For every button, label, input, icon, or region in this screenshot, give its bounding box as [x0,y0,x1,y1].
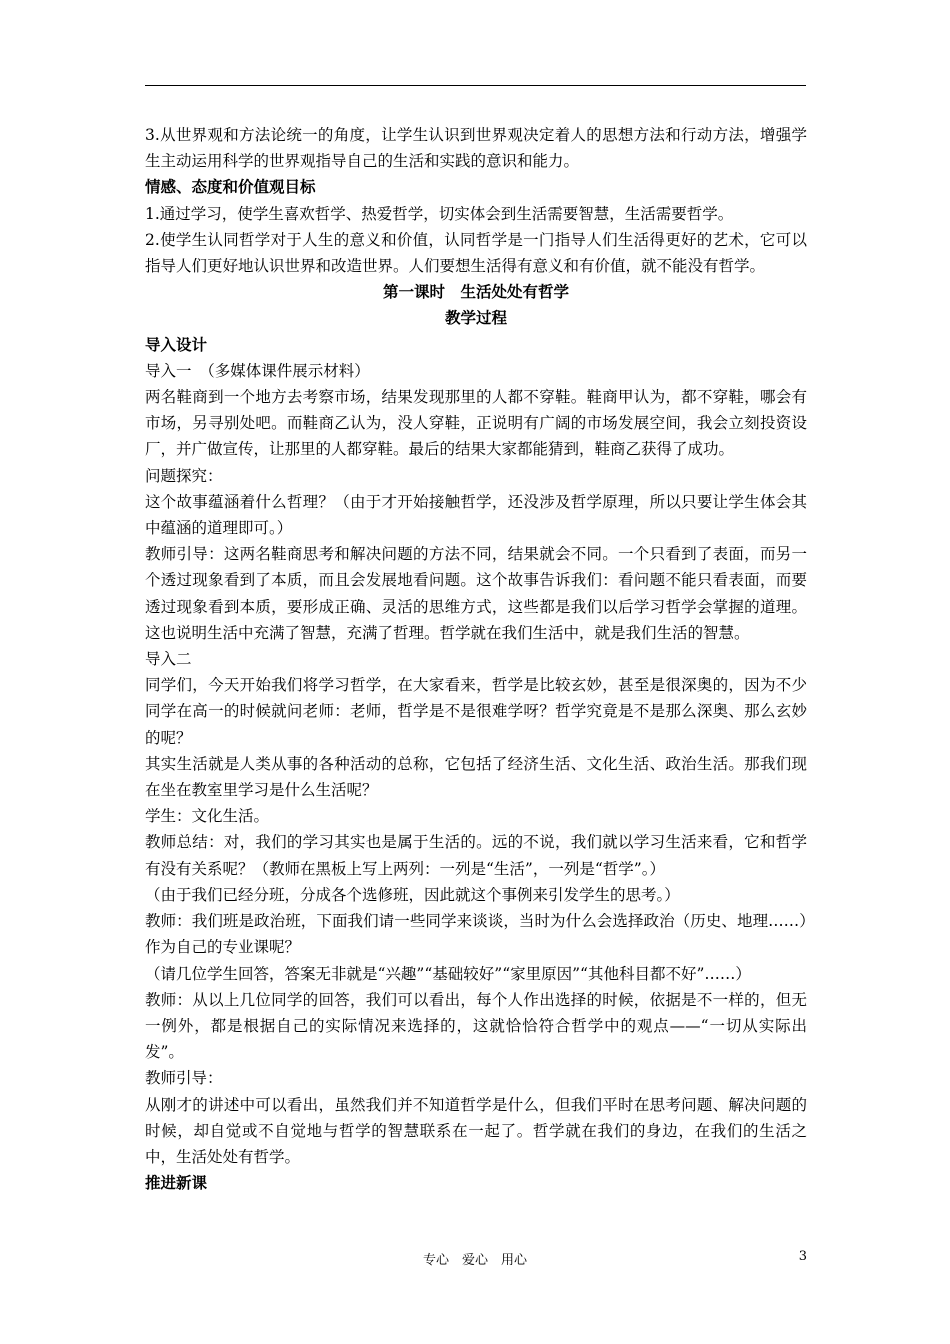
paragraph: （请几位学生回答，答案无非就是“兴趣”“基础较好”“家里原因”“其他科目都不好”……） [145,964,751,983]
footer-motto: 专心 爱心 用心 [422,1253,527,1268]
paragraph: 教师引导： [145,1069,223,1088]
lesson-title: 第一课时 生活处处有哲学 [382,283,569,302]
paragraph: 这个故事蕴涵着什么哲理？（由于才开始接触哲学，还没涉及哲学原理，所以只要让学生体会其中蕴涵的道理即可。） [145,492,807,538]
paragraph: 教师总结：对，我们的学习其实也是属于生活的。远的不说，我们就以学习生活来看，它和哲学有没有关系呢？（教师在黑板上写上两列：一列是“生活”，一列是“哲学”。） [145,833,807,878]
paragraph: 其实生活就是人类从事的各种活动的总称，它包括了经济生活、文化生活、政治生活。那我们现在坐在教室里学习是什么生活呢？ [145,754,807,800]
paragraph: 问题探究： [145,466,223,485]
paragraph: 3.从世界观和方法论统一的角度，让学生认识到世界观决定着人的思想方法和行动方法，增强学生主动运用科学的世界观指导自己的生活和实践的意识和能力。 [145,126,807,171]
paragraph: 1.通过学习，使学生喜欢哲学、热爱哲学，切实体会到生活需要智慧，生活需要哲学。 [145,204,734,223]
paragraph: 同学们，今天开始我们将学习哲学，在大家看来，哲学是比较玄妙，甚至是很深奥的，因为不少同学在高一的时候就问老师：老师，哲学是不是很难学呀？哲学究竟是不是那么深奥、那么玄妙的呢？ [145,676,807,747]
section-heading: 导入设计 [145,335,208,354]
paragraph: 学生：文化生活。 [145,807,270,826]
paragraph: 教师：我们班是政治班，下面我们请一些同学来谈谈，当时为什么会选择政治（历史、地理……）作为自己的专业课呢？ [145,912,807,957]
header-rule [145,85,806,86]
paragraph: 2.使学生认同哲学对于人生的意义和价值，认同哲学是一门指导人们生活得更好的艺术，它可以指导人们更好地认识世界和改造世界。人们要想生活得有意义和有价值，就不能没有哲学。 [145,230,807,276]
section-heading: 推进新课 [145,1174,208,1193]
lesson-subtitle: 教学过程 [444,309,507,328]
section-heading: 情感、态度和价值观目标 [145,178,316,197]
page-number: 3 [798,1249,807,1264]
paragraph: 从刚才的讲述中可以看出，虽然我们并不知道哲学是什么，但我们平时在思考问题、解决问题的时候，却自觉或不自觉地与哲学的智慧联系在一起了。哲学就在我们的身边，在我们的生活之中，生活处处有哲学。 [145,1095,807,1166]
paragraph: 两名鞋商到一个地方去考察市场，结果发现那里的人都不穿鞋。鞋商甲认为，都不穿鞋，哪会有市场，另寻别处吧。而鞋商乙认为，没人穿鞋，正说明有广阔的市场发展空间，我会立刻投资设厂，并广做宣传，让那里的人都穿鞋。最后的结果大家都能猜到，鞋商乙获得了成功。 [145,388,807,459]
paragraph: （由于我们已经分班，分成各个选修班，因此就这个事例来引发学生的思考。） [145,885,680,904]
document-body [145,122,807,1196]
paragraph: 教师引导：这两名鞋商思考和解决问题的方法不同，结果就会不同。一个只看到了表面，而另一个透过现象看到了本质，而且会发展地看问题。这个故事告诉我们：看问题不能只看表面，而要透过现象看到本质，要形成正确、灵活的思维方式，这些都是我们以后学习哲学会掌握的道理。这也说明生活中充满了智慧，充满了哲理。哲学就在我们生活中，就是我们生活的智慧。 [145,545,807,642]
paragraph: 导入一 （多媒体课件展示材料） [145,361,370,380]
paragraph: 教师：从以上几位同学的回答，我们可以看出，每个人作出选择的时候，依据是不一样的，但无一例外，都是根据自己的实际情况来选择的，这就恰恰符合哲学中的观点——“一切从实际出发”。 [145,990,807,1062]
paragraph: 导入二 [145,650,192,669]
